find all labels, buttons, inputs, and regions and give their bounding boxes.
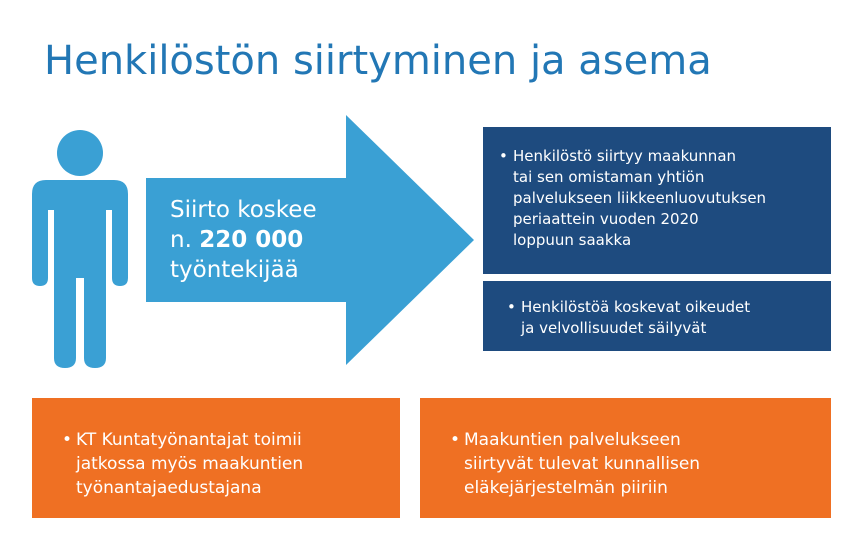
blue-box-rights — [483, 281, 831, 351]
text-line: • Henkilöstöä koskevat oikeudet — [521, 298, 751, 316]
arrow-line-3: työntekijää — [170, 257, 299, 283]
text-line: • KT Kuntatyönantajat toimii — [76, 430, 302, 450]
bullet-item — [513, 146, 821, 251]
person-body — [32, 180, 128, 368]
page-title: Henkilöstön siirtyminen ja asema — [44, 38, 712, 84]
text-line: palvelukseen liikkeenluovutuksen — [513, 189, 767, 207]
text-line: siirtyvät tulevat kunnallisen — [464, 454, 701, 474]
arrow-number: 220 000 — [199, 227, 304, 253]
bullet-item — [464, 428, 821, 500]
orange-box-kt — [32, 398, 400, 518]
text-line: periaattein vuoden 2020 — [513, 210, 699, 228]
arrow-line-2 — [170, 225, 317, 255]
bullet-item — [521, 297, 821, 339]
text-line: loppuun saakka — [513, 231, 632, 249]
text-line: eläkejärjestelmän piiriin — [464, 478, 668, 498]
text-line: jatkossa myös maakuntien — [76, 454, 304, 474]
text-line: tai sen omistaman yhtiön — [513, 168, 705, 186]
person-head — [57, 130, 103, 176]
person-icon — [32, 128, 128, 368]
arrow-label — [170, 195, 317, 285]
text-line: • Maakuntien palvelukseen — [464, 430, 681, 450]
arrow-line-2-prefix: n. — [170, 227, 200, 253]
orange-box-pension — [420, 398, 831, 518]
text-line: • Henkilöstö siirtyy maakunnan — [513, 147, 737, 165]
text-line: ja velvollisuudet säilyvät — [521, 319, 707, 337]
text-line: työnantajaedustajana — [76, 478, 262, 498]
bullet-item — [76, 428, 390, 500]
arrow-line-1: Siirto koskee — [170, 197, 317, 223]
blue-box-transfer — [483, 127, 831, 274]
